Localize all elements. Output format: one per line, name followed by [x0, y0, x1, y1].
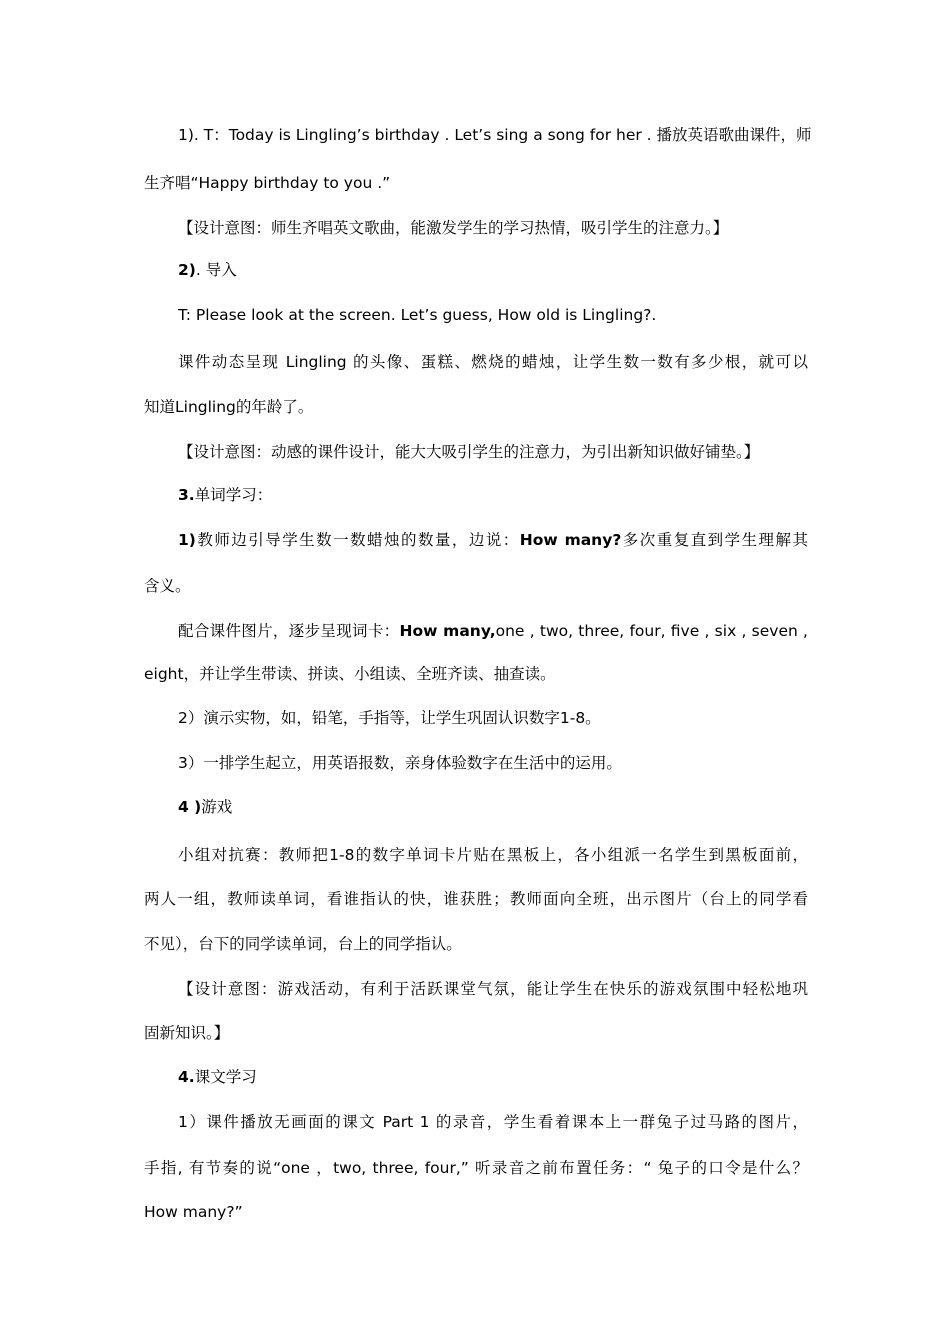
step-number: 1): [178, 531, 196, 549]
design-intent-note: 【设计意图：师生齐唱英文歌曲，能激发学生的学习热情，吸引学生的注意力。】: [178, 219, 729, 237]
design-intent-note: 【设计意图：动感的课件设计，能大大吸引学生的注意力，为引出新知识做好铺垫。】: [178, 443, 760, 461]
design-intent-note: 固新知识。】: [144, 1024, 230, 1042]
section-number: 4.: [178, 1068, 195, 1086]
paragraph-line: 知道Lingling的年龄了。: [144, 398, 314, 416]
paragraph-line: 含义。: [144, 577, 191, 595]
text-run: 教师边引导学生数一数蜡烛的数量，边说：: [195, 531, 520, 549]
section-heading: [178, 796, 808, 818]
paragraph-line: 3）一排学生起立，用英语报数，亲身体验数字在生活中的运用。: [178, 754, 622, 772]
section-heading: [178, 259, 808, 281]
keyword: How many?: [519, 531, 622, 549]
paragraph-line: How many?”: [144, 1203, 243, 1221]
text-run: 配合课件图片，逐步呈现词卡：: [178, 622, 400, 640]
paragraph-line: 不见），台下的同学读单词，台上的同学指认。: [144, 935, 462, 953]
section-number: 3.: [178, 486, 195, 504]
paragraph-line: 1). T：Today is Lingling’s birthday . Let’s sing a song for her . 播放英语歌曲课件，师: [178, 126, 812, 144]
text-run: 多次重复直到学生理解其: [621, 531, 808, 549]
paragraph-line: 1）课件播放无画面的课文 Part 1 的录音，学生看着课本上一群兔子过马路的图片，: [178, 1113, 808, 1131]
section-heading: [178, 484, 808, 506]
section-number: 2): [178, 261, 196, 279]
design-intent-note: 【设计意图：游戏活动，有利于活跃课堂气氛，能让学生在快乐的游戏氛围中轻松地巩: [178, 980, 808, 998]
paragraph-line: 2）演示实物，如，铅笔，手指等，让学生巩固认识数字1-8。: [178, 709, 601, 727]
paragraph-line: 小组对抗赛：教师把1-8的数字单词卡片贴在黑板上，各小组派一名学生到黑板面前，: [178, 846, 808, 864]
paragraph-line: 课件动态呈现 Lingling 的头像、蛋糕、燃烧的蜡烛，让学生数一数有多少根，就可以: [178, 353, 808, 371]
paragraph-line: 两人一组，教师读单词，看谁指认的快，谁获胜；教师面向全班，出示图片（台上的同学看: [144, 890, 808, 908]
section-title: . 导入: [195, 261, 237, 279]
text-run: one , two, three, four, five , six , seven ,: [495, 622, 808, 640]
paragraph-line: [178, 529, 808, 551]
section-title: 课文学习: [194, 1068, 257, 1086]
paragraph-line: [178, 620, 808, 642]
section-title: 单词学习：: [194, 486, 273, 504]
section-number: 4 ): [178, 798, 202, 816]
paragraph-line: T: Please look at the screen. Let’s guess, How old is Lingling?.: [178, 306, 657, 324]
keyword: How many,: [399, 622, 496, 640]
section-heading: [178, 1066, 808, 1088]
section-title: 游戏: [201, 798, 233, 816]
paragraph-line: eight，并让学生带读、拼读、小组读、全班齐读、抽查读。: [144, 665, 556, 683]
paragraph-line: 生齐唱“Happy birthday to you .”: [144, 174, 391, 192]
paragraph-line: 手指, 有节奏的说“one ，two, three, four,” 听录音之前布置任务：“ 兔子的口令是什么？: [144, 1159, 808, 1177]
